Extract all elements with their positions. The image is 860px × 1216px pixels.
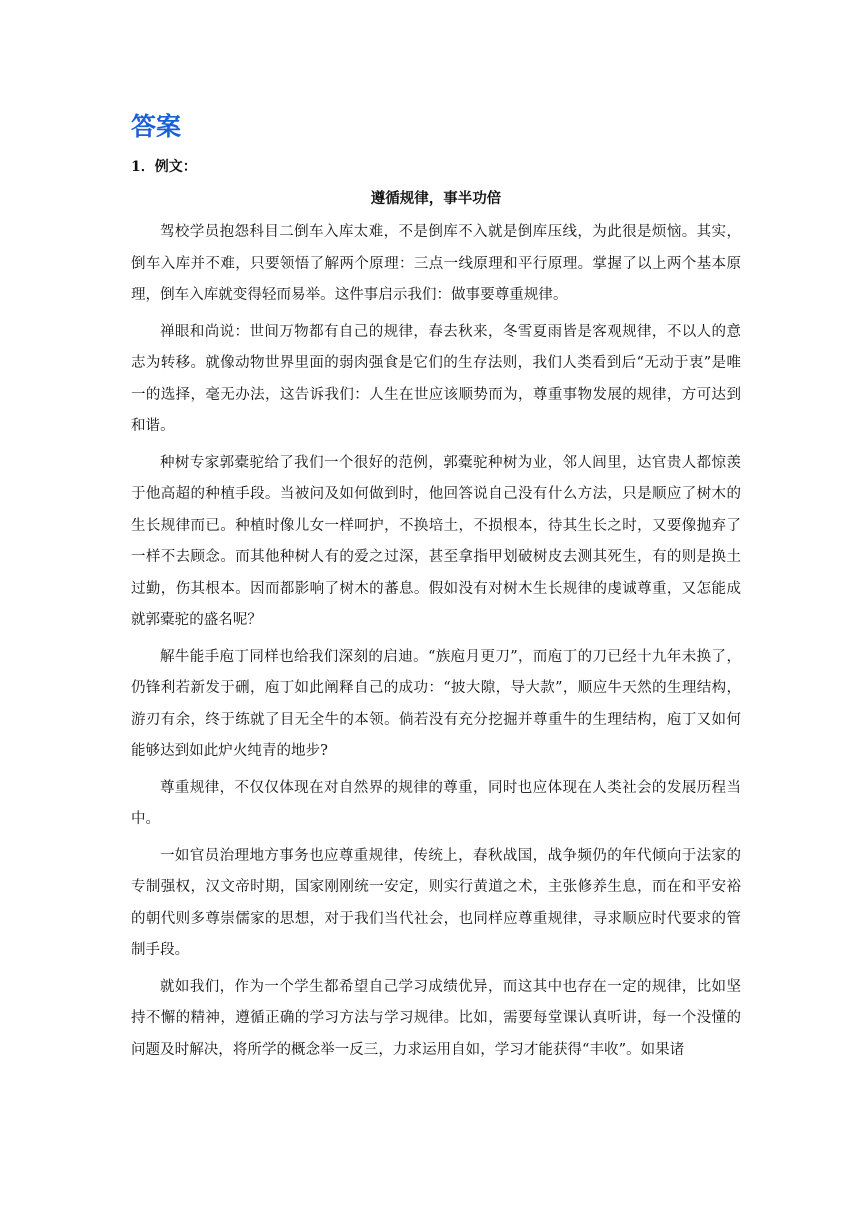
paragraph: 解牛能手庖丁同样也给我们深刻的启迪。“族庖月更刀”，而庖丁的刀已经十九年未换了，仍锋利若新发于硎，庖丁如此阐释自己的成功：“披大隙，导大款”，顺应牛天然的生理结构，游刃有余，终于练就了目无全牛的本领。倘若没有充分挖掘并尊重牛的生理结构，庖丁又如何能够达到如此炉火纯青的地步? <box>131 648 741 759</box>
paragraph: 种树专家郭橐驼给了我们一个很好的范例，郭橐驼种树为业，邻人闾里，达官贵人都惊羡于他高超的种植手段。当被问及如何做到时，他回答说自己没有什么方法，只是顺应了树木的生长规律而已。种植时像儿女一样呵护，不换培土，不损根本，待其生长之时，又要像抛弃了一样不去顾念。而其他种树人有的爱之过深，甚至拿指甲划破树皮去测其死生，有的则是换土过勤，伤其根本。因而都影响了树木的蕃息。假如没有对树木生长规律的虔诚尊重，又怎能成就郭橐驼的盛名呢？ <box>131 454 741 628</box>
essay-title: 遵循规律，事半功倍 <box>370 190 502 207</box>
paragraph: 一如官员治理地方事务也应尊重规律，传统上，春秋战国，战争频仍的年代倾向于法家的专制强权，汉文帝时期，国家刚刚统一安定，则实行黄道之术，主张修养生息，而在和平安裕的朝代则多尊崇儒家的思想，对于我们当代社会，也同样应尊重规律，寻求顺应时代要求的管制手段。 <box>131 847 741 958</box>
document-page <box>131 110 741 1071</box>
paragraph: 就如我们，作为一个学生都希望自己学习成绩优异，而这其中也存在一定的规律，比如坚持不懈的精神，遵循正确的学习方法与学习规律。比如，需要每堂课认真听讲，每一个没懂的问题及时解决，将所学的概念举一反三，力求运用自如，学习才能获得“丰收”。如果诸 <box>131 978 741 1058</box>
question-label: 1．例文： <box>131 159 197 175</box>
paragraph: 禅眼和尚说：世间万物都有自己的规律，春去秋来，冬雪夏雨皆是客观规律，不以人的意志为转移。就像动物世界里面的弱肉强食是它们的生存法则，我们人类看到后“无动于衷”是唯一的选择，毫无办法，这告诉我们：人生在世应该顺势而为，尊重事物发展的规律，方可达到和谐。 <box>131 323 741 434</box>
answer-heading: 答案 <box>131 112 182 141</box>
paragraph: 尊重规律，不仅仅体现在对自然界的规律的尊重，同时也应体现在人类社会的发展历程当中。 <box>131 779 741 827</box>
paragraph: 驾校学员抱怨科目二倒车入库太难，不是倒库不入就是倒库压线，为此很是烦恼。其实，倒车入库并不难，只要领悟了解两个原理：三点一线原理和平行原理。掌握了以上两个基本原理，倒车入库就变得轻而易举。这件事启示我们：做事要尊重规律。 <box>131 224 741 303</box>
